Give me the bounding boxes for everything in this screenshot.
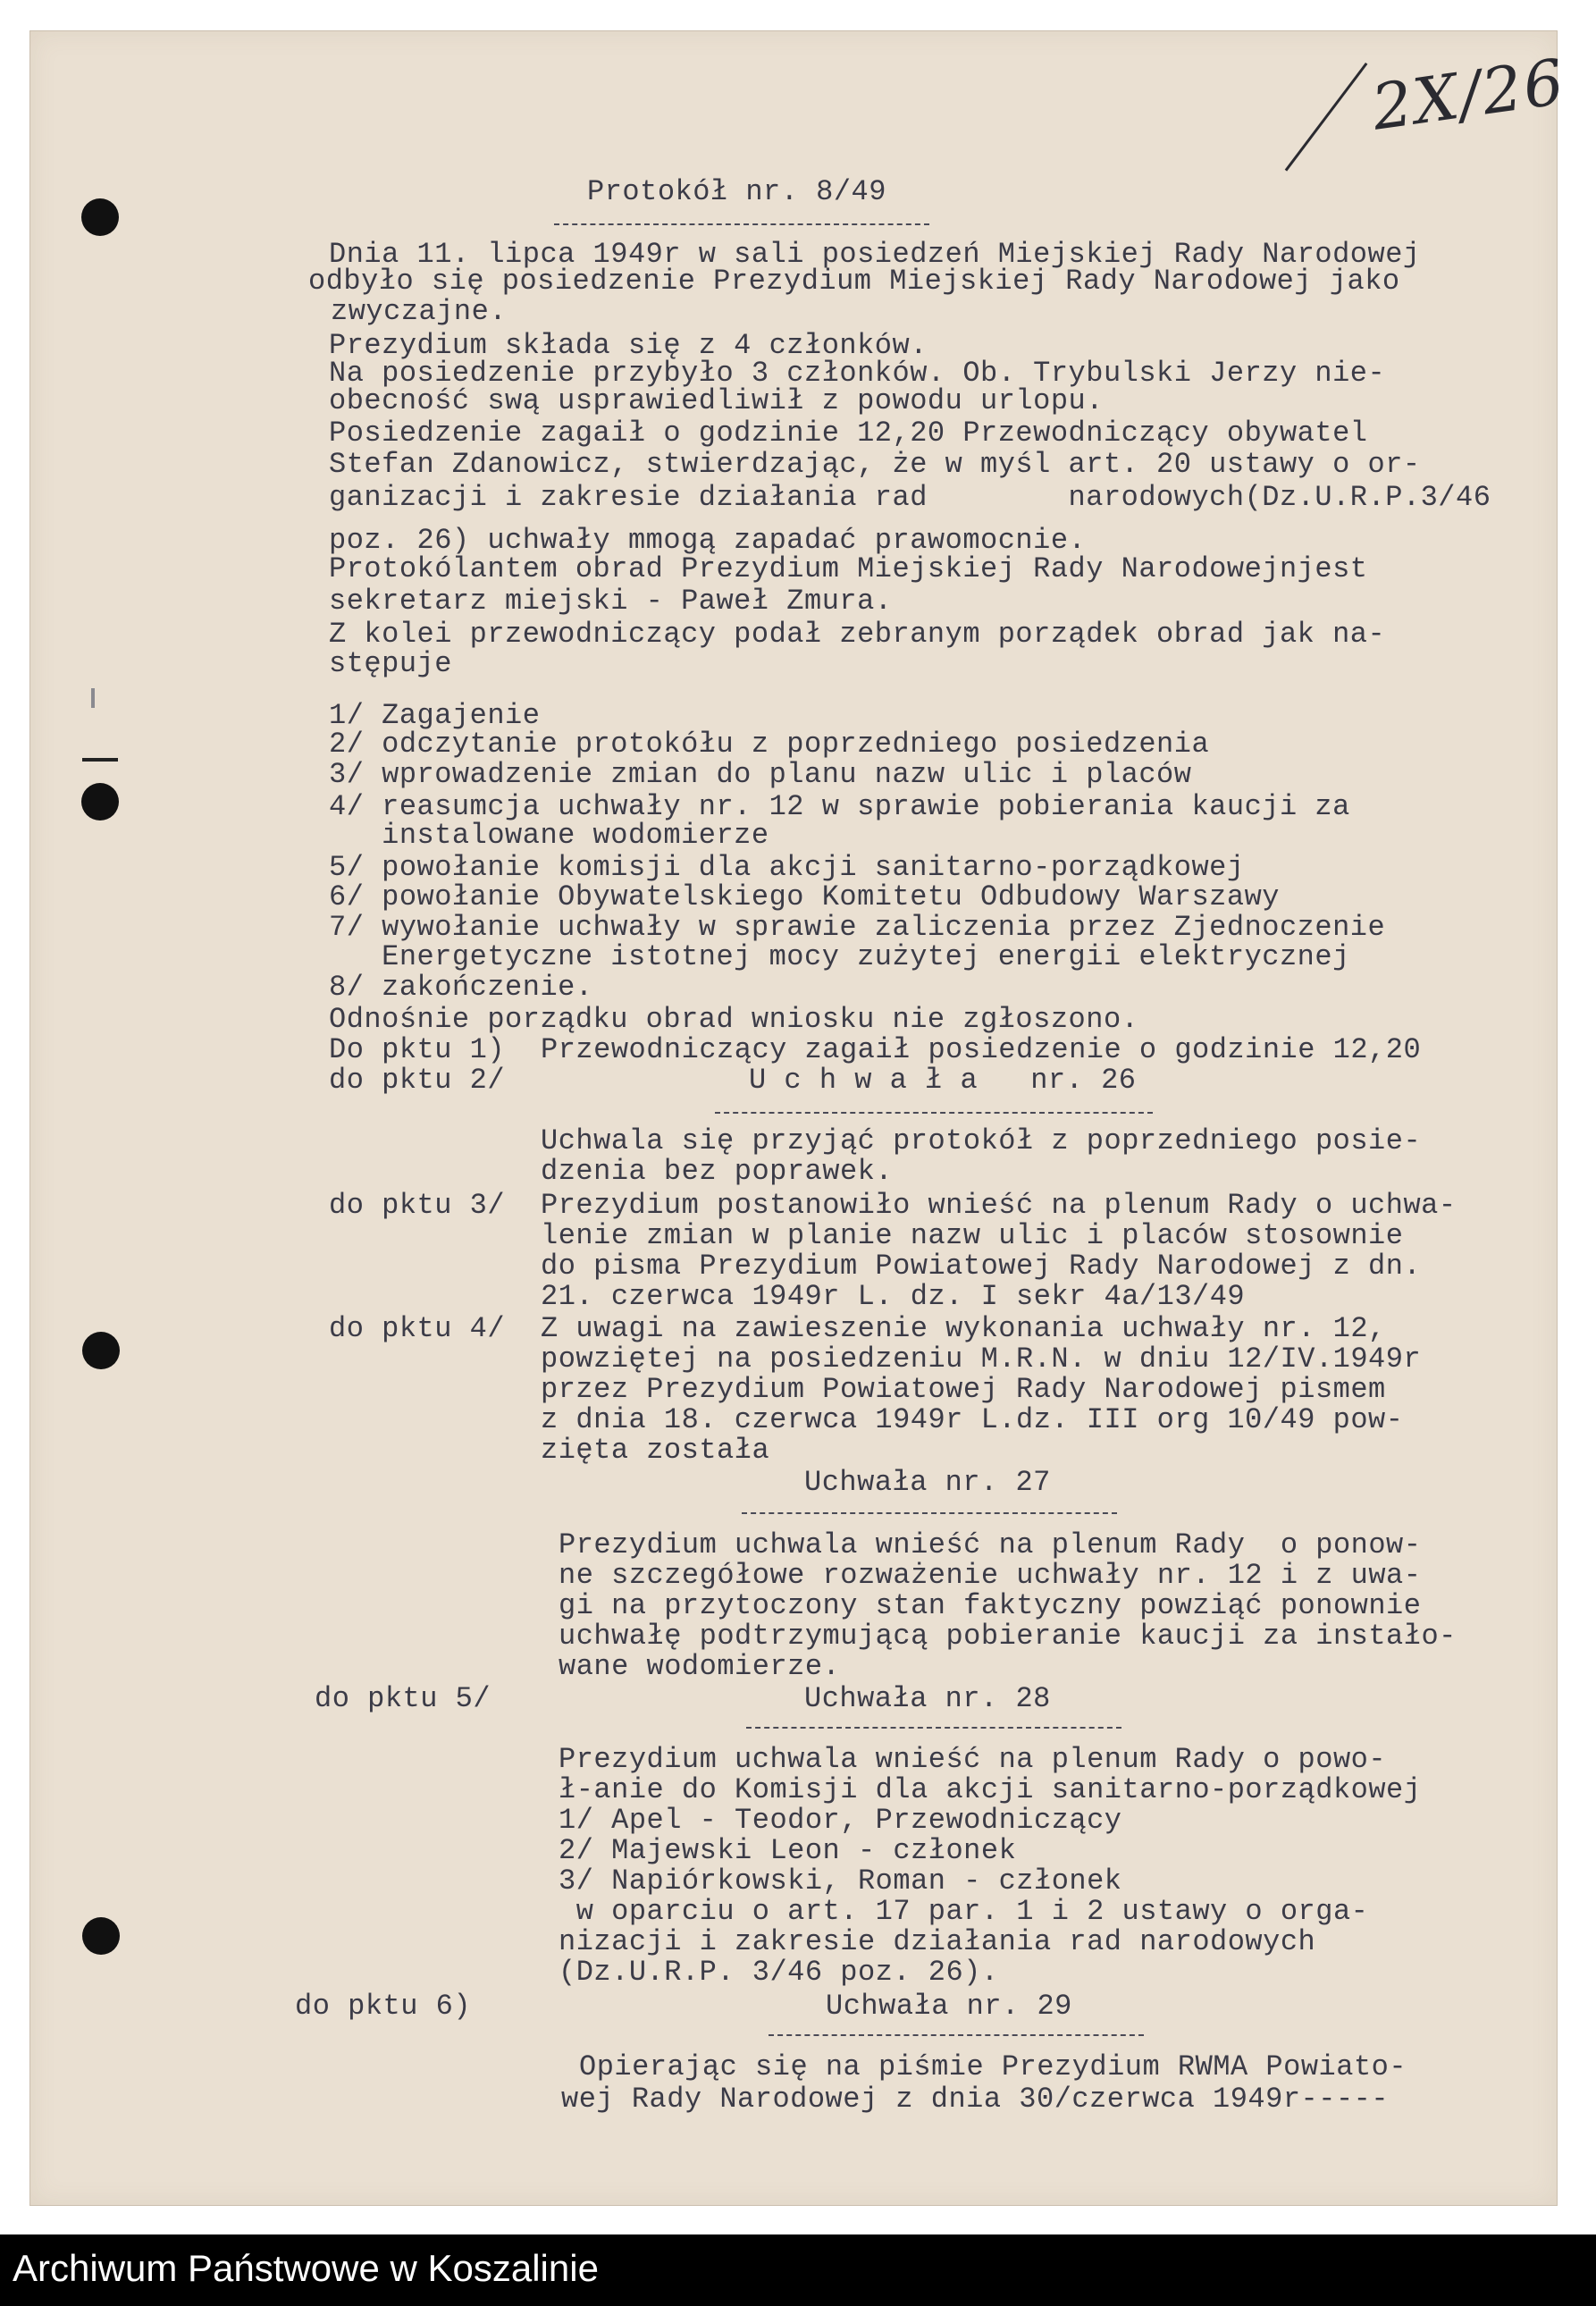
point-4-text: zięta została (541, 1434, 770, 1467)
margin-mark (91, 688, 95, 708)
agenda-item: Energetyczne istotnej mocy zużytej energii elektrycznej (329, 940, 1350, 973)
no-motions-line: Odnośnie porządku obrad wniosku nie zgłoszono. (329, 1003, 1139, 1036)
point-4-text: powziętej na posiedzeniu M.R.N. w dniu 12/IV.1949r (541, 1342, 1422, 1376)
resolution-29-underline (769, 2034, 1144, 2036)
intro-line: Protokólantem obrad Prezydium Miejskiej Rady Narodowejnjest (329, 552, 1368, 585)
margin-mark (82, 758, 118, 762)
point-5-label: do pktu 5/ (315, 1682, 491, 1715)
agenda-item: 1/ Zagajenie (329, 699, 541, 732)
point-1-label: Do pktu 1) (329, 1033, 506, 1066)
resolution-27-text: uchwałę podtrzymującą pobieranie kaucji za instało- (559, 1620, 1457, 1653)
resolution-27-text: wane wodomierze. (559, 1650, 841, 1683)
resolution-28-underline (746, 1727, 1121, 1729)
intro-line: Prezydium składa się z 4 członków. (329, 329, 928, 362)
resolution-28-text: Prezydium uchwala wnieść na plenum Rady o powo- (559, 1743, 1387, 1776)
title-underline (554, 223, 929, 225)
resolution-26-underline (715, 1112, 1153, 1114)
intro-line: ganizacji i zakresie działania rad narodowych(Dz.U.R.P.3/46 (329, 481, 1491, 514)
intro-line: Posiedzenie zagaił o godzinie 12,20 Przewodniczący obywatel (329, 417, 1368, 450)
intro-line: sekretarz miejski - Paweł Zmura. (329, 585, 893, 618)
resolution-28-text: 1/ Apel - Teodor, Przewodniczący (559, 1804, 1122, 1837)
intro-line: stępuje (329, 647, 452, 680)
resolution-29-heading: Uchwała nr. 29 (826, 1990, 1072, 2023)
intro-line: Na posiedzenie przybyło 3 członków. Ob. Trybulski Jerzy nie- (329, 357, 1386, 390)
intro-line: poz. 26) uchwały mmogą zapadać prawomocnie. (329, 524, 1087, 557)
agenda-item: 2/ odczytanie protokółu z poprzedniego posiedzenia (329, 728, 1210, 761)
resolution-28-heading: Uchwała nr. 28 (804, 1682, 1051, 1715)
resolution-27-heading: Uchwała nr. 27 (804, 1466, 1051, 1499)
agenda-item: 7/ wywołanie uchwały w sprawie zaliczenia przez Zjednoczenie (329, 911, 1386, 944)
resolution-27-text: ne szczegółowe rozważenie uchwały nr. 12 i z uwa- (559, 1559, 1422, 1592)
resolution-29-text: wej Rady Narodowej z dnia 30/czerwca 1949r----- (561, 2083, 1390, 2116)
resolution-28-text: w oparciu o art. 17 par. 1 i 2 ustawy o orga- (559, 1895, 1369, 1928)
point-4-text: Z uwagi na zawieszenie wykonania uchwały nr. 12, (541, 1312, 1386, 1345)
resolution-27-underline (742, 1512, 1117, 1514)
agenda-item: 6/ powołanie Obywatelskiego Komitetu Odbudowy Warszawy (329, 880, 1280, 913)
resolution-28-text: 3/ Napiórkowski, Roman - członek (559, 1864, 1122, 1898)
point-2-text: dzenia bez poprawek. (541, 1155, 894, 1188)
resolution-28-text: ł-anie do Komisji dla akcji sanitarno-porządkowej (559, 1773, 1422, 1806)
resolution-28-text: (Dz.U.R.P. 3/46 poz. 26). (559, 1956, 999, 1989)
intro-line: Dnia 11. lipca 1949r w sali posiedzeń Miejskiej Rady Narodowej (329, 238, 1421, 271)
intro-line: odbyło się posiedzenie Prezydium Miejskiej Rady Narodowej jako (308, 265, 1400, 298)
intro-line: Stefan Zdanowicz, stwierdzając, że w myśl art. 20 ustawy o or- (329, 448, 1421, 481)
point-3-text: 21. czerwca 1949r L. dz. I sekr 4a/13/49 (541, 1280, 1246, 1313)
agenda-item: 8/ zakończenie. (329, 971, 593, 1004)
archive-name: Archiwum Państwowe w Koszalinie (13, 2247, 599, 2289)
point-3-label: do pktu 3/ (329, 1189, 506, 1222)
agenda-item: instalowane wodomierze (329, 819, 769, 852)
intro-line: zwyczajne. (331, 295, 508, 328)
punch-hole (81, 198, 119, 236)
point-3-text: Prezydium postanowiło wnieść na plenum Rady o uchwa- (541, 1189, 1457, 1222)
agenda-item: 4/ reasumcja uchwały nr. 12 w sprawie pobierania kaucji za (329, 790, 1350, 823)
resolution-29-text: Opierając się na piśmie Prezydium RWMA Powiato- (579, 2050, 1407, 2083)
point-3-text: lenie zmian w planie nazw ulic i placów stosownie (541, 1219, 1404, 1252)
point-2-text: Uchwala się przyjąć protokół z poprzedniego posie- (541, 1124, 1422, 1157)
intro-line: obecność swą usprawiedliwił z powodu urlopu. (329, 384, 1104, 417)
punch-hole (82, 1917, 120, 1955)
resolution-27-text: gi na przytoczony stan faktyczny powziąć ponownie (559, 1589, 1422, 1622)
point-4-text: przez Prezydium Powiatowej Rady Narodowej pismem (541, 1373, 1386, 1406)
punch-hole (81, 783, 119, 821)
point-1-text: Przewodniczący zagaił posiedzenie o godzinie 12,20 (541, 1033, 1422, 1066)
point-4-text: z dnia 18. czerwca 1949r L.dz. III org 10/49 pow- (541, 1403, 1404, 1436)
point-3-text: do pisma Prezydium Powiatowej Rady Narodowej z dn. (541, 1250, 1422, 1283)
resolution-28-text: nizacji i zakresie działania rad narodowych (559, 1925, 1316, 1958)
point-2-label: do pktu 2/ (329, 1064, 506, 1097)
resolution-26-heading: U c h w a ł a nr. 26 (749, 1064, 1137, 1097)
point-4-label: do pktu 4/ (329, 1312, 506, 1345)
punch-hole (82, 1332, 120, 1369)
agenda-item: 5/ powołanie komisji dla akcji sanitarno-porządkowej (329, 851, 1245, 884)
intro-line: Z kolei przewodniczący podał zebranym porządek obrad jak na- (329, 618, 1386, 651)
point-6-label: do pktu 6) (295, 1990, 472, 2023)
resolution-27-text: Prezydium uchwala wnieść na plenum Rady o ponow- (559, 1528, 1422, 1561)
agenda-item: 3/ wprowadzenie zmian do planu nazw ulic i placów (329, 758, 1192, 791)
handwritten-annotation: 2X/26 (1367, 45, 1570, 145)
resolution-28-text: 2/ Majewski Leon - członek (559, 1834, 1017, 1867)
protocol-title: Protokół nr. 8/49 (587, 175, 886, 208)
